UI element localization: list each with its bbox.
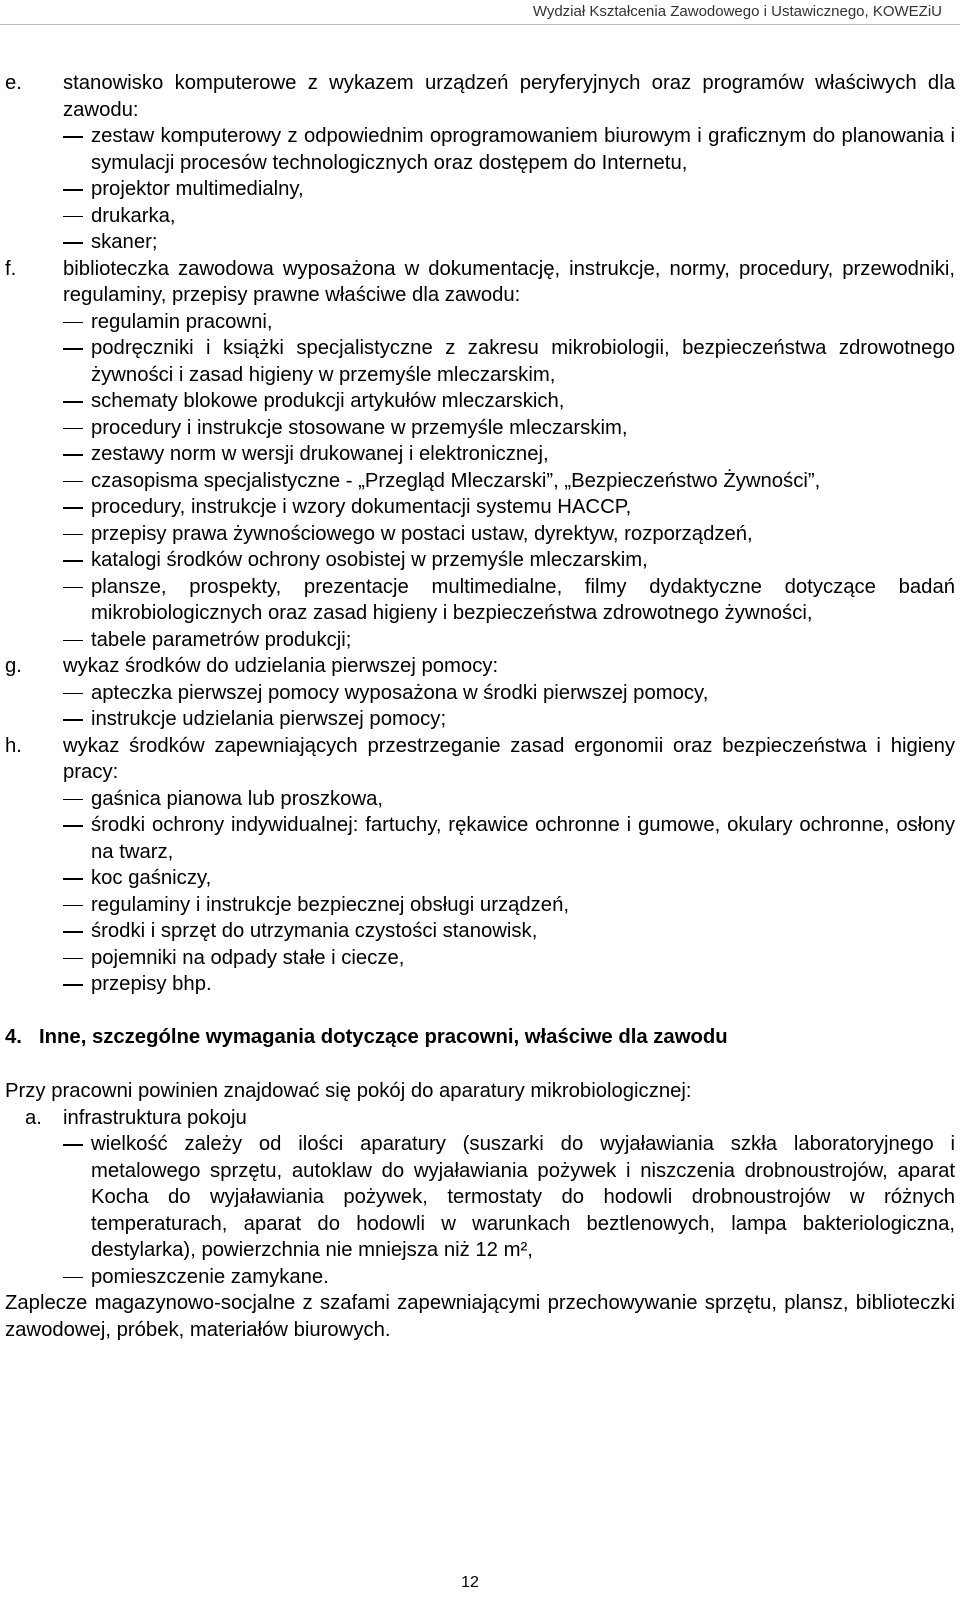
- list-item-a: [5, 1105, 955, 1291]
- section-heading: [5, 1024, 955, 1051]
- bullet-item: przepisy prawa żywnościowego w postaci ustaw, dyrektyw, rozporządzeń,: [63, 521, 955, 548]
- list-item-g: [5, 653, 955, 733]
- item-letter: e.: [5, 72, 22, 94]
- section-number: 4.: [5, 1025, 22, 1048]
- item-letter: a.: [25, 1106, 42, 1129]
- bullet-item: tabele parametrów produkcji;: [63, 627, 955, 654]
- bullet-item: procedury i instrukcje stosowane w przemyśle mleczarskim,: [63, 415, 955, 442]
- bullet-item: schematy blokowe produkcji artykułów mleczarskich,: [63, 388, 955, 415]
- item-text: infrastruktura pokoju: [63, 1106, 247, 1129]
- page-header: Wydział Kształcenia Zawodowego i Ustawicznego, KOWEZiU: [532, 3, 942, 20]
- bullet-list: [63, 680, 955, 733]
- bullet-item: skaner;: [63, 229, 955, 256]
- bullet-item: plansze, prospekty, prezentacje multimedialne, filmy dydaktyczne dotyczące badań mikrobiologicznych oraz zasad higieny i bezpieczeństwa zdrowotnego żywności,: [63, 574, 955, 627]
- bullet-list: [63, 1131, 955, 1290]
- item-letter: h.: [5, 734, 22, 757]
- item-text: biblioteczka zawodowa wyposażona w dokumentację, instrukcje, normy, procedury, przewodniki, regulaminy, przepisy prawne właściwe dla zawodu:: [63, 257, 955, 306]
- section-intro: Przy pracowni powinien znajdować się pokój do aparatury mikrobiologicznej:: [5, 1080, 692, 1102]
- bullet-list: [63, 123, 955, 256]
- bullet-item: regulaminy i instrukcje bezpiecznej obsługi urządzeń,: [63, 892, 955, 919]
- page-number: 12: [461, 1574, 479, 1591]
- list-item-f: [5, 256, 955, 654]
- bullet-item: zestaw komputerowy z odpowiednim oprogramowaniem biurowym i graficznym do planowania i symulacji procesów technologicznych oraz dostępem do Internetu,: [63, 123, 955, 176]
- item-text: wykaz środków do udzielania pierwszej pomocy:: [63, 655, 499, 677]
- bullet-item: projektor multimedialny,: [63, 176, 955, 203]
- bullet-item: procedury, instrukcje i wzory dokumentacji systemu HACCP,: [63, 494, 955, 521]
- list-item-e: [5, 70, 955, 256]
- bullet-item: koc gaśniczy,: [63, 865, 955, 892]
- bullet-item: pomieszczenie zamykane.: [63, 1264, 955, 1291]
- bullet-item: środki ochrony indywidualnej: fartuchy, rękawice ochronne i gumowe, okulary ochronne, osłony na twarz,: [63, 812, 955, 865]
- bullet-item: czasopisma specjalistyczne - „Przegląd Mleczarski”, „Bezpieczeństwo Żywności”,: [63, 468, 955, 495]
- item-text: wykaz środków zapewniających przestrzeganie zasad ergonomii oraz bezpieczeństwa i higieny pracy:: [63, 734, 955, 783]
- bullet-item: regulamin pracowni,: [63, 309, 955, 336]
- bullet-list: [63, 786, 955, 998]
- bullet-item: apteczka pierwszej pomocy wyposażona w środki pierwszej pomocy,: [63, 680, 955, 707]
- bullet-item: pojemniki na odpady stałe i ciecze,: [63, 945, 955, 972]
- bullet-item: zestawy norm w wersji drukowanej i elektronicznej,: [63, 441, 955, 468]
- item-text: stanowisko komputerowe z wykazem urządzeń peryferyjnych oraz programów właściwych dla zawodu:: [63, 72, 955, 121]
- document-body: [5, 70, 955, 1343]
- item-letter: f.: [5, 257, 17, 280]
- bullet-item: katalogi środków ochrony osobistej w przemyśle mleczarskim,: [63, 547, 955, 574]
- list-item-h: [5, 733, 955, 998]
- bullet-item: podręczniki i książki specjalistyczne z zakresu mikrobiologii, bezpieczeństwa zdrowotnego żywności i zasad higieny w przemyśle mleczarskim,: [63, 335, 955, 388]
- bullet-item: wielkość zależy od ilości aparatury (suszarki do wyjaławiania szkła laboratoryjnego i metalowego sprzętu, autoklaw do wyjaławiania pożywek i niszczenia drobnoustrojów, aparat Kocha do wyjaławiania pożywek, termostaty do hodowli drobnoustrojów w różnych temperaturach, aparat do hodowli w warunkach beztlenowych, lampa bakteriologiczna, destylarka), powierzchnia nie mniejsza niż 12 m²,: [63, 1131, 955, 1264]
- bullet-item: gaśnica pianowa lub proszkowa,: [63, 786, 955, 813]
- bullet-list: [63, 309, 955, 654]
- bullet-item: drukarka,: [63, 203, 955, 230]
- bullet-item: przepisy bhp.: [63, 971, 955, 998]
- header-rule: [0, 24, 960, 25]
- bullet-item: środki i sprzęt do utrzymania czystości stanowisk,: [63, 918, 955, 945]
- item-letter: g.: [5, 655, 22, 677]
- closing-paragraph: Zaplecze magazynowo-socjalne z szafami zapewniającymi przechowywanie sprzętu, plansz, biblioteczki zawodowej, próbek, materiałów biurowych.: [5, 1292, 955, 1341]
- bullet-item: instrukcje udzielania pierwszej pomocy;: [63, 706, 955, 733]
- section-title: Inne, szczególne wymagania dotyczące pracowni, właściwe dla zawodu: [39, 1025, 728, 1048]
